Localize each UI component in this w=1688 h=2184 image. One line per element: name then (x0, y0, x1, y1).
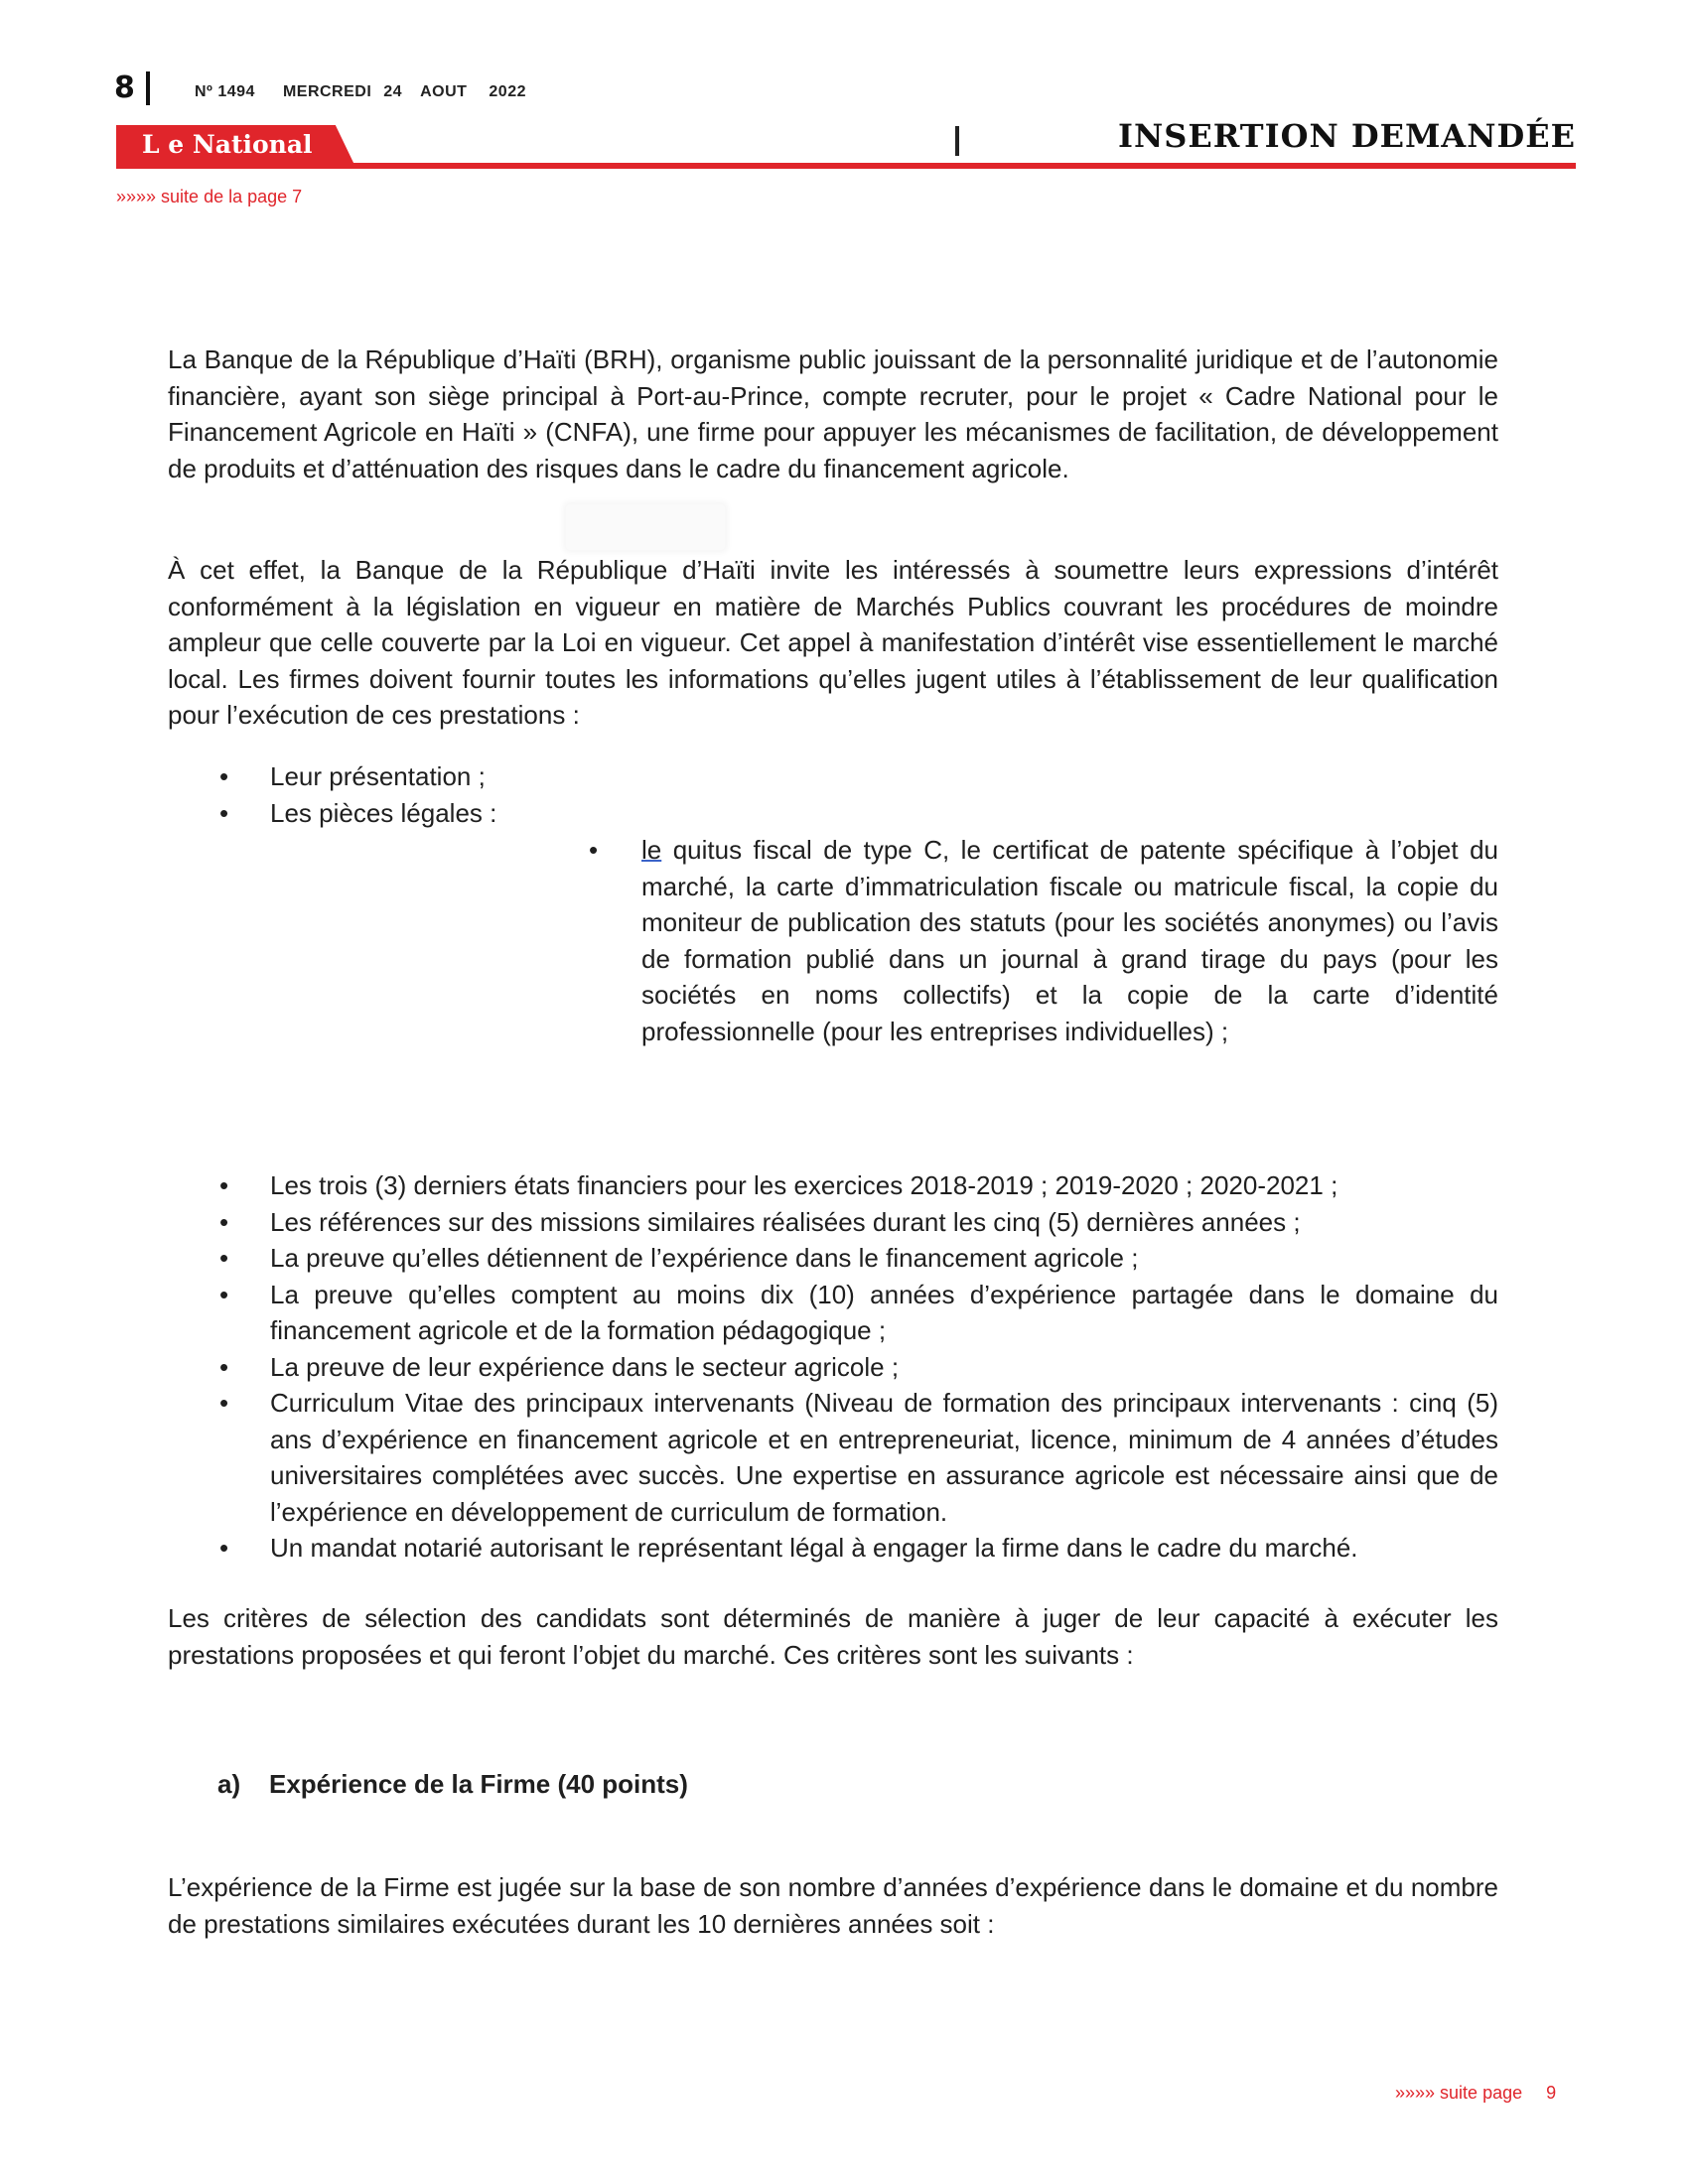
list-item-text: La preuve qu’elles détiennent de l’expérience dans le financement agricole ; (270, 1243, 1139, 1273)
continued-next-label (1395, 2083, 1556, 2104)
continued-next-text: »»»» suite page (1395, 2083, 1523, 2103)
list-item-text: Leur présentation ; (270, 761, 486, 791)
page-number-divider (146, 71, 150, 105)
issue-day: MERCREDI (282, 83, 372, 100)
intro-paragraph: La Banque de la République d’Haïti (BRH), organisme public jouissant de la personnalité juridique et de l’autonomie financière, ayant son siège principal à Port-au-Prince, compte recruter, pour le projet « Cadre National pour le Financement Agricole en Haïti » (CNFA), une firme pour appuyer les mécanismes de facilitation, de développement de produits et d’atténuation des risques dans le cadre du financement agricole. (168, 344, 1498, 483)
section-a-letter: a) (217, 1769, 241, 1799)
bullet-icon: • (219, 1388, 229, 1418)
list-item-text: Les références sur des missions similaires réalisées durant les cinq (5) dernières années ; (270, 1206, 1301, 1237)
invitation-paragraph: À cet effet, la Banque de la République d’Haïti invite les intéressés à soumettre leurs expressions d’intérêt conformément à la législation en vigueur en matière de Marchés Publics couvrant les procédures de moindre ampleur que celle couverte par la Loi en vigueur. Cet appel à manifestation d’intérêt vise essentiellement le marché local. Les firmes doivent fournir toutes les informations qu’elles jugent utiles à l’établissement de leur qualification pour l’exécution de ces prestations : (168, 555, 1498, 730)
header-rule (116, 163, 1576, 169)
bullet-icon: • (219, 761, 229, 791)
experience-paragraph: L’expérience de la Firme est jugée sur la base de son nombre d’années d’expérience dans le domaine et du nombre de prestations similaires exécutées durant les 10 dernières années soit : (168, 1872, 1498, 1939)
list-item-text: Les pièces légales : (270, 797, 497, 828)
list-item (168, 1530, 1498, 1567)
bullet-icon: • (219, 1170, 229, 1200)
spellcheck-word: le (641, 835, 662, 865)
list-item-text: Un mandat notarié autorisant le représentant légal à engager la firme dans le cadre du marché. (270, 1533, 1358, 1563)
list-item (168, 758, 1498, 795)
requirements-list-part1 (168, 758, 1498, 831)
list-item (168, 1167, 1498, 1204)
bullet-icon: • (219, 797, 229, 828)
list-item (168, 1277, 1498, 1349)
legal-documents-item (589, 832, 1498, 1049)
section-a-title: Expérience de la Firme (40 points) (269, 1769, 688, 1799)
list-item (168, 1349, 1498, 1386)
list-item-text: La preuve de leur expérience dans le secteur agricole ; (270, 1351, 900, 1382)
issue-number: Nº 1494 (195, 83, 255, 100)
bullet-icon: • (589, 835, 599, 865)
continued-next-page: 9 (1546, 2083, 1557, 2103)
continued-from-label: »»»» suite de la page 7 (116, 187, 303, 206)
legal-documents-rest: quitus fiscal de type C, le certificat de patente spécifique à l’objet du marché, la carte d’immatriculation fiscale ou matricule fiscal, la copie du moniteur de publication des statuts (pour les sociétés anonymes) ou l’avis de formation publié dans un journal à grand tirage du pays (pour les sociétés en noms collectifs) et la copie de la carte d’identité professionnelle (pour les entreprises individuelles) ; (641, 835, 1498, 1046)
list-item (168, 1204, 1498, 1241)
issue-month: AOUT (420, 83, 468, 100)
list-item (168, 1385, 1498, 1530)
bullet-icon: • (219, 1243, 229, 1273)
legal-documents-text (641, 832, 1498, 1049)
requirements-list-part2 (168, 1167, 1498, 1567)
list-item (168, 1240, 1498, 1277)
scan-artifact (566, 504, 725, 550)
section-title: INSERTION DEMANDÉE (1118, 117, 1576, 155)
bullet-icon: • (219, 1533, 229, 1563)
list-item-text: La preuve qu’elles comptent au moins dix (10) années d’expérience partagée dans le domaine du financement agricole et de la formation pédagogique ; (270, 1279, 1498, 1345)
issue-date: 24 (383, 83, 403, 100)
list-item-text: Les trois (3) derniers états financiers pour les exercices 2018-2019 ; 2019-2020 ; 2020-2021 ; (270, 1170, 1338, 1200)
bullet-icon: • (219, 1206, 229, 1237)
list-item-text: Curriculum Vitae des principaux intervenants (Niveau de formation des principaux intervenants : cinq (5) ans d’expérience en financement agricole et en entrepreneuriat, licence, minimum de 4 années d’études universitaires complétées avec succès. Une expertise en assurance agricole est nécessaire ainsi que de l’expérience en développement de curriculum de formation. (270, 1388, 1498, 1527)
newspaper-logo: L e National (142, 130, 313, 159)
section-a-heading (217, 1769, 688, 1800)
issue-year: 2022 (489, 83, 526, 100)
page-number: 8 (114, 70, 135, 105)
bullet-icon: • (219, 1279, 229, 1309)
list-item (168, 795, 1498, 832)
criteria-paragraph: Les critères de sélection des candidats sont déterminés de manière à juger de leur capacité à exécuter les prestations proposées et qui feront l’objet du marché. Ces critères sont les suivants : (168, 1603, 1498, 1670)
bullet-icon: • (219, 1351, 229, 1382)
header-divider (955, 126, 959, 156)
issue-dateline (195, 83, 554, 101)
